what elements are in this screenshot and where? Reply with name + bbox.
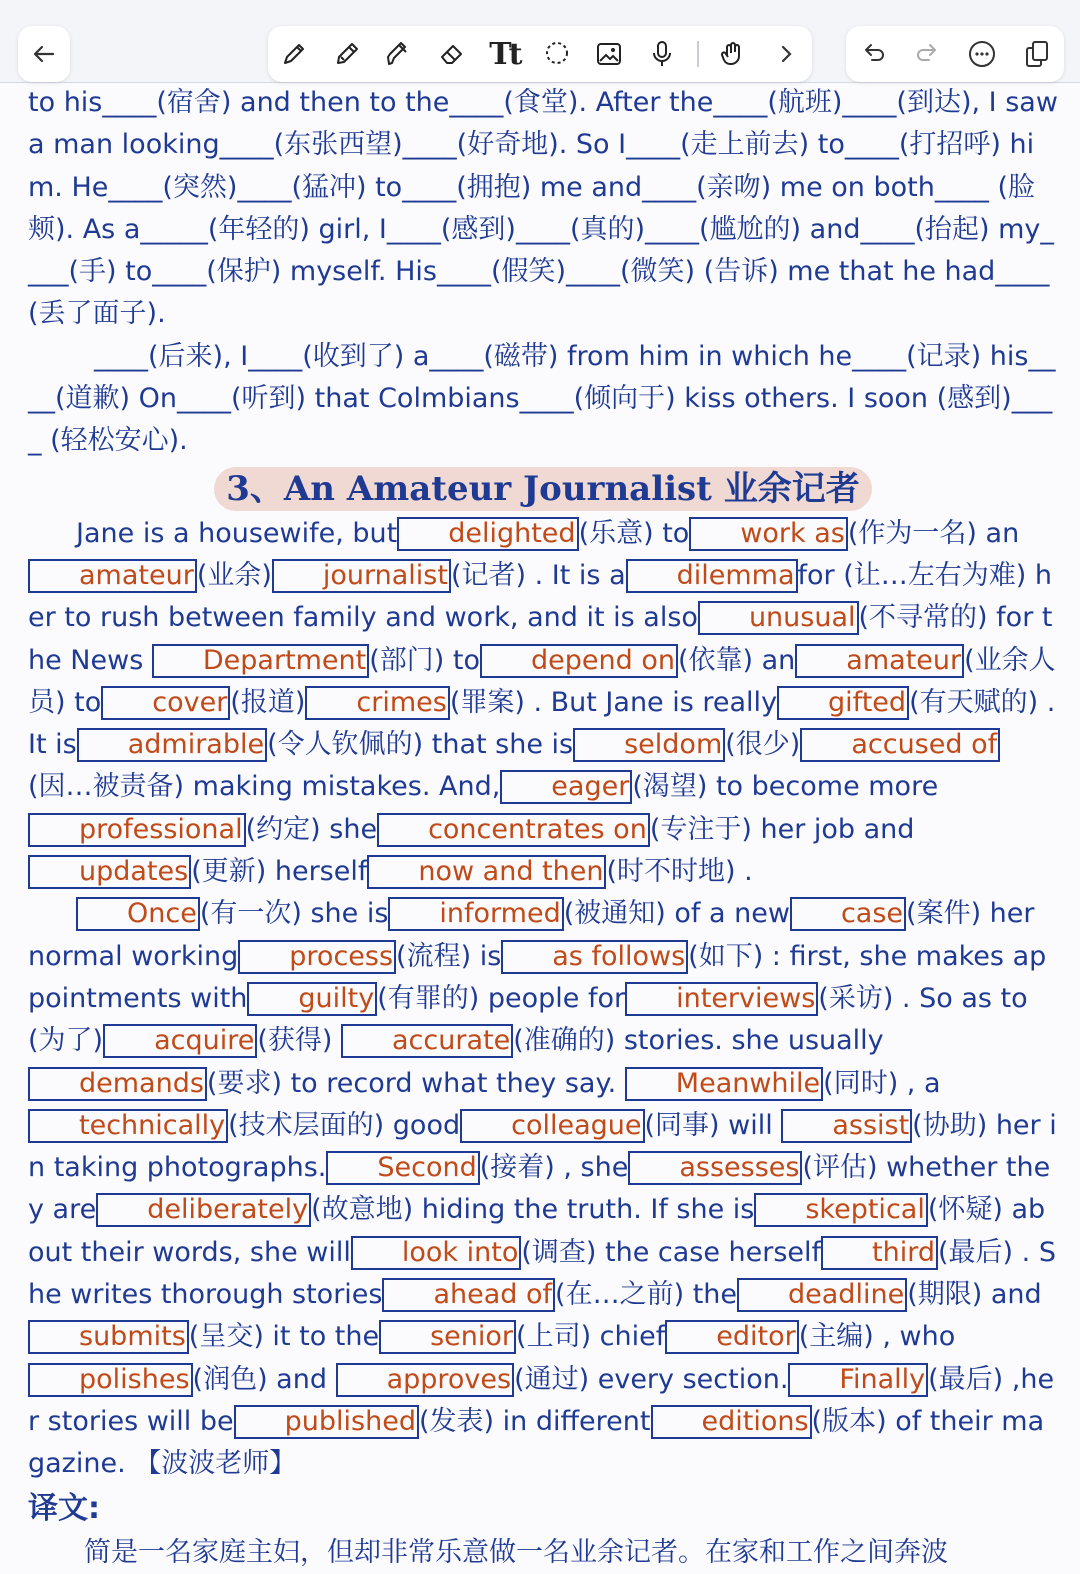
keyword-box: third [821,1236,938,1270]
passage-text: (调查) the case herself [521,1236,822,1268]
keyword-box: informed [388,897,563,931]
passage-text: (最后) . She writes thorough stories [28,1236,1056,1311]
keyword-box: as follows [501,940,688,974]
translation-text: 简是一名家庭主妇，但却非常乐意做一名业余记者。在家和工作之间奔波 [84,1536,948,1568]
keyword-box: deliberately [96,1193,311,1227]
passage-text: (主编) , who [798,1321,956,1353]
keyword-box: depend on [480,644,678,678]
keyword-box: accurate [341,1024,513,1058]
passage-text: (乐意) to [578,517,690,549]
passage-text: (时不时地) . [606,856,753,888]
keyword-box: Once [76,897,200,931]
passage-text: (业余) [196,559,272,591]
section-title: 3、An Amateur Journalist 业余记者 [214,467,871,511]
image-icon[interactable] [591,36,627,72]
passage-text: (罪案) . But Jane is really [449,686,778,718]
keyword-box: concentrates on [377,813,650,847]
passage-text: (更新) herself [191,856,368,888]
lasso-icon[interactable] [539,36,575,72]
keyword-box: cover [101,686,230,720]
toolbar-tools-group [268,26,812,82]
highlighter-icon[interactable] [381,36,417,72]
more-icon[interactable] [964,36,1000,72]
passage-text: (呈交) it to the [188,1321,380,1353]
passage-text: (技术层面的) good [228,1109,461,1141]
keyword-box: look into [351,1236,521,1270]
keyword-box: unusual [698,601,859,635]
keyword-box: interviews [625,982,818,1016]
passage-text: (业余人员) to [28,644,1056,718]
undo-icon[interactable] [855,36,891,72]
keyword-box: colleague [460,1109,644,1143]
passage-text: (获得) [257,1025,341,1057]
document-page [28,82,1067,1574]
passage-text: (润色) and [192,1363,336,1395]
keyword-box: seldom [573,728,725,762]
keyword-box: approves [336,1363,515,1397]
pages-icon[interactable] [1019,36,1055,72]
keyword-box: Meanwhile [625,1067,823,1101]
passage-text: (因…被责备) making mistakes. And, [28,771,501,803]
keyword-box: Department [152,644,369,678]
keyword-box: demands [28,1067,207,1101]
passage-text: (协助) her in taking photographs. [28,1109,1057,1184]
passage-text: (在…之前) the [555,1279,738,1311]
keyword-box: Second [326,1151,479,1185]
keyword-box: accused of [800,728,1000,762]
keyword-box: journalist [272,559,451,593]
passage-text: (准确的) stories. she usually [513,1025,884,1057]
passage-paragraph-1 [28,513,1064,894]
keyword-box: gifted [777,686,909,720]
chevron-right-icon[interactable] [768,36,804,72]
keyword-box: polishes [28,1363,193,1397]
passage-text: (同时) , a [823,1067,941,1099]
passage-text: (很少) [725,729,801,761]
keyword-box: submits [28,1320,189,1354]
passage-text: (有天赋的) . It is [28,686,1064,761]
passage-text: (同事) will [644,1109,782,1141]
eraser-icon[interactable] [434,36,470,72]
passage-text: (不寻常的) for the News [28,602,1053,676]
toolbar-right-group [846,26,1064,82]
passage-text: (采访) . So as to (为了) [28,982,1037,1057]
redo-icon[interactable] [910,36,946,72]
keyword-box: technically [28,1109,228,1143]
passage-text: (如下) : first, she makes appointments with [28,940,1047,1014]
hand-icon[interactable] [715,36,751,72]
exercise-paragraph-1: to his____(宿舍) and then to the____(食堂). After the____(航班)____(到达), I saw a man looking____(东张西望)____(好奇地). So I____(走上前去) to____(打招呼) him. He____(突然)____(猛冲) to____(拥抱) me and____(亲吻) me on both____ (脸颊). As a_____(年轻的) girl, I____(感到)____(真的)____(尴尬的) and____(抬起) my____(手) to____(保护) myself. His____(假笑)____(微笑) (告诉) me that he had____(丢了面子). [28,87,1067,330]
passage-text: (版本) of their magazine. 【波波老师】 [28,1405,1045,1480]
keyword-box: ahead of [382,1278,555,1312]
keyword-box: process [238,940,396,974]
microphone-icon[interactable] [644,36,680,72]
passage-text: (约定) she [245,813,378,845]
toolbar-divider [697,41,699,67]
keyword-box: guilty [247,982,377,1016]
keyword-box: work as [689,517,848,551]
text-tool-label: Tt [489,36,520,72]
keyword-box: skeptical [754,1193,927,1227]
passage-text: (怀疑) about their words, she will [28,1194,1046,1268]
keyword-box: deadline [737,1278,907,1312]
back-arrow-icon[interactable] [26,36,62,72]
keyword-box: now and then [367,855,606,889]
passage-text: (有罪的) people for [377,982,626,1014]
keyword-box: assesses [628,1151,802,1185]
passage-text: (令人钦佩的) that she is [267,729,574,761]
keyword-box: amateur [28,559,197,593]
passage-text: (作为一名) an [847,517,1028,549]
passage-text: (上司) chief [516,1321,666,1353]
passage-text: for (让…左右为难) her to rush between family and work, and it is also [28,559,1053,634]
keyword-box: acquire [103,1024,257,1058]
passage-text: (部门) to [369,644,481,676]
passage-text: (故意地) hiding the truth. If she is [311,1194,755,1226]
passage-text: (流程) is [396,940,502,972]
keyword-box: delighted [397,517,578,551]
keyword-box: case [790,897,906,931]
passage-text: (接着) , she [479,1152,629,1184]
keyword-box: published [234,1405,419,1439]
keyword-box: crimes [305,686,449,720]
keyword-box: editions [651,1405,812,1439]
passage-paragraph-2 [28,893,1058,1485]
keyword-box: editor [665,1320,798,1354]
passage-text: (最后) ,her stories will be [28,1363,1055,1437]
passage-text: (通过) every section. [514,1363,789,1395]
section-heading-wrap [28,467,1058,511]
passage-text: (专注于) her job and [649,813,915,845]
passage-text: (发表) in different [418,1405,651,1437]
exercise-paragraph-2: ____(后来), I____(收到了) a____(磁带) from him in which he____(记录) his____(道歉) On____(听到) that Colmbians____(倾向于) kiss others. I soon (感到)____ (轻松安心). [28,340,1056,457]
passage-text: (要求) to record what they say. [206,1067,625,1099]
keyword-box: admirable [77,728,267,762]
passage-text: (期限) and [907,1279,1042,1311]
toolbar-left-group [18,26,70,82]
keyword-box: eager [500,770,632,804]
pen-icon[interactable] [276,36,312,72]
passage-text: (记者) . It is a [450,559,626,591]
keyword-box: senior [379,1320,516,1354]
keyword-box: Finally [788,1363,928,1397]
keyword-box: professional [28,813,246,847]
passage-text: (案件) her normal working [28,898,1044,972]
keyword-box: updates [28,855,191,889]
text-tool-icon[interactable] [486,36,522,72]
passage-text: (有一次) she is [199,898,389,930]
passage-text: (依靠) an [677,644,796,676]
keyword-box: amateur [795,644,964,678]
translation-label: 译文: [28,1490,100,1526]
passage-text: (报道) [230,686,306,718]
passage-text: (评估) whether they are [28,1152,1051,1226]
passage-text: Jane is a housewife, but [76,517,398,549]
passage-text: (被通知) of a new [563,898,790,930]
keyword-box: dilemma [626,559,798,593]
passage-text: (渴望) to become more [632,771,939,803]
pencil-icon[interactable] [329,36,365,72]
keyword-box: assist [781,1109,912,1143]
